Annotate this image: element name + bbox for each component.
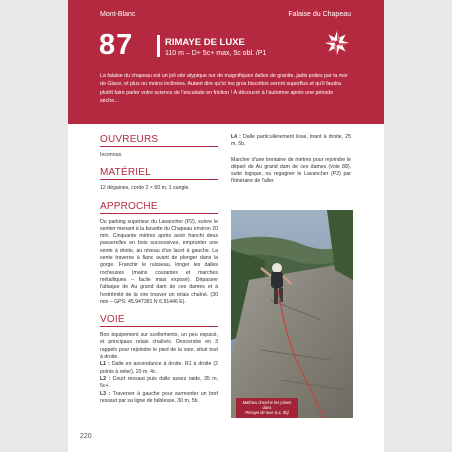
pitch-label: L4 : xyxy=(231,134,241,140)
pitch-text: Dalle particulièrement lisse, tirant à droite, 25 m, 5b. xyxy=(231,134,351,148)
section-divider xyxy=(100,179,218,180)
caption-line: Mathieu cherche les prises dans xyxy=(242,400,292,411)
page-number: 220 xyxy=(80,433,92,440)
materiel-text: 12 dégaines, corde 2 × 50 m, 1 sangle. xyxy=(100,185,190,192)
guidebook-page xyxy=(68,0,384,452)
pitch-label: L2 : xyxy=(100,375,111,382)
route-header xyxy=(68,0,384,124)
voie-text: Bon équipement sur scellements, un peu espacé, et principaux relais chaînés. Descendre en 3 rappels pour rejoindre le pied de la voie, situé tout à droite. xyxy=(100,332,218,361)
pitch-l3 xyxy=(100,391,218,406)
approche-text: Du parking supérieur du Lavancher (P2), suivre le sentier menant à la buvette du Chapeau environ 20 min. Cinquante mètres après avoir franchi deux passerelles en bois successives, emprunter une sente à droite, au niveau d'un lacet à gauche. La sente traverse à flanc avant de plonger dans la gorge. Franchir le ruisseau, longer les dalles rocheuses (mains courantes et marches métalliques – facile mais exposé). Dépasser l'attaque de Au grand dam de ces dames et à l'extrémité de la vire trouver un relais chaîné. (30 min – GPS: 45.947381 N 6.91446 E). xyxy=(100,218,218,305)
region-label: Mont-Blanc xyxy=(100,11,136,18)
route-number: 87 xyxy=(99,29,134,61)
ouvreurs-heading: OUVREURS xyxy=(100,134,159,145)
left-column xyxy=(100,134,218,405)
ouvreurs-text: Inconnus. xyxy=(100,152,123,158)
photo-caption xyxy=(236,398,298,418)
pitch-l1 xyxy=(100,361,218,376)
pitch-l4 xyxy=(231,134,351,149)
intro-paragraph: La falaise du chapeau est un joli site atypique sur de magnifiques dalles de granite, jadis polies par la mer de Glace, et plus ou moins inclinées. Autant dire qu'ici les gros biscottos seront superflus et qu'il faudra plutôt faire parler votre science de l'escalade en friction ! À découvrir à l'automne après une période sèche… xyxy=(100,73,348,105)
climber-photo xyxy=(231,210,353,418)
pitch-label: L1 : xyxy=(100,361,110,368)
sector-label: Falaise du Chapeau xyxy=(288,11,351,18)
star-flower-icon xyxy=(324,30,350,56)
route-name: RIMAYE DE LUXE xyxy=(165,37,245,48)
route-specs: 110 m – D+ 5c+ max, 5c obl. /P1 xyxy=(165,50,267,57)
approche-heading: APPROCHE xyxy=(100,200,158,212)
section-divider xyxy=(100,326,218,327)
voie-heading: VOIE xyxy=(100,314,125,326)
section-divider xyxy=(100,213,218,214)
pitch-label: L3 : xyxy=(100,390,111,397)
materiel-heading: MATÉRIEL xyxy=(100,167,151,179)
title-separator xyxy=(157,35,160,57)
section-divider xyxy=(100,146,218,147)
pitch-text: Court ressaut puis dalle assez raide, 35 m, 5c+. xyxy=(100,375,218,390)
caption-line: Rimaye de luxe (L4, 5b) xyxy=(245,410,289,416)
pitch-text: Traverser à gauche pour surmonter un bref ressaut par sa ligne de faiblesse, 30 m, 5b. xyxy=(100,390,218,404)
right-column xyxy=(231,134,351,186)
pitch-l2 xyxy=(100,376,218,391)
descent-text: Marcher d'une trentaine de mètres pour rejoindre le départ de Au grand dam de ces dames (voie 88), suite logique, ou regagner le Lavancher (P2) par l'itinéraire de l'aller. xyxy=(231,156,351,185)
pitch-text: Dalle en ascendance à droite. R1 à droite (2 points à relier), 20 m, 4c. xyxy=(100,361,218,375)
